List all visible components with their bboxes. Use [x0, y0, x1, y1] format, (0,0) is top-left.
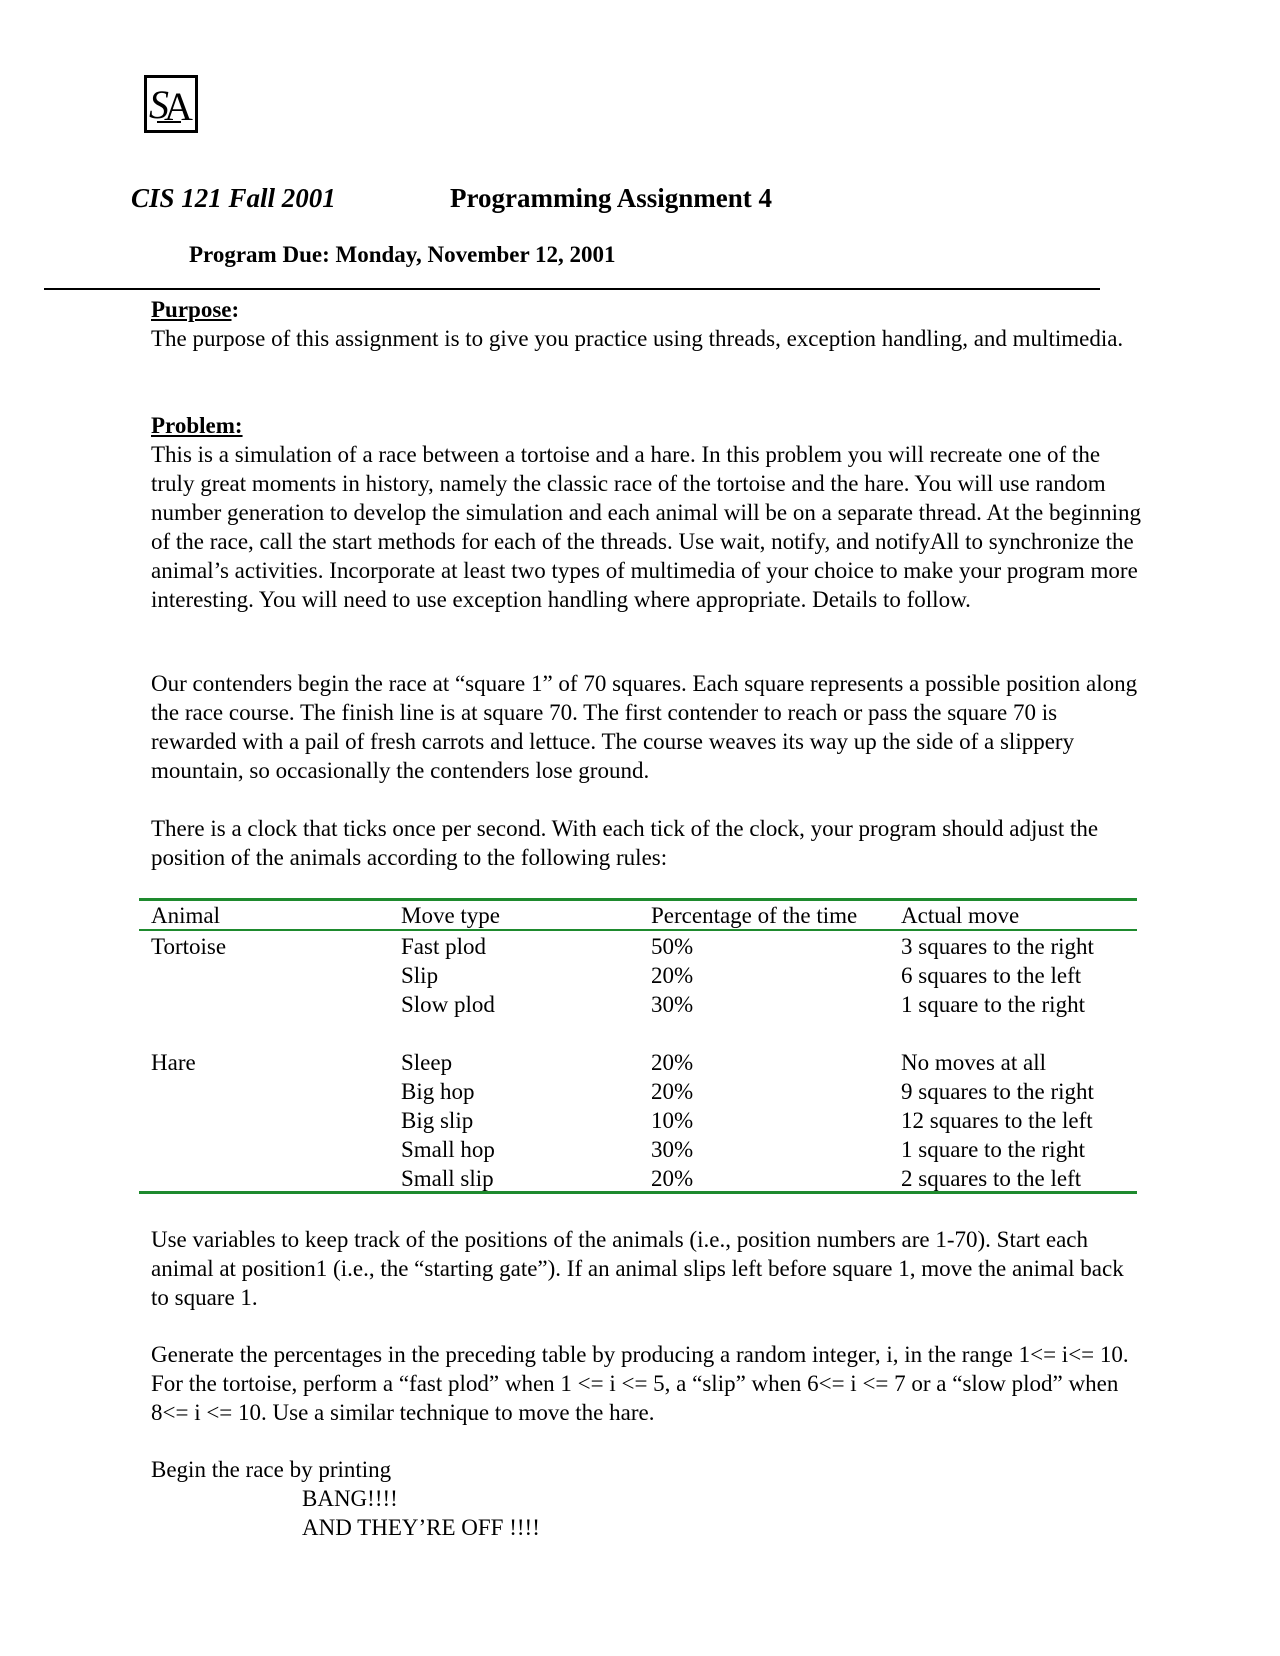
assignment-title: Programming Assignment 4 — [450, 183, 772, 213]
table-cell: 1 square to the right — [901, 1137, 1085, 1162]
table-cell: Sleep — [401, 1050, 453, 1075]
problem-heading: Problem: — [151, 413, 243, 438]
purpose-colon: : — [231, 297, 240, 322]
table-cell: 20% — [651, 963, 694, 988]
clock-paragraph: There is a clock that ticks once per second. With each tick of the clock, your program should adjust the position of the animals according to the following rules: — [151, 816, 1099, 870]
table-cell: No moves at all — [901, 1050, 1046, 1075]
hare-actual-column — [901, 1048, 1094, 1193]
table-cell: 9 squares to the right — [901, 1079, 1094, 1104]
table-cell: 30% — [651, 1137, 694, 1162]
header-divider — [44, 288, 1100, 290]
purpose-heading-row — [151, 295, 1141, 324]
table-header-move-type: Move type — [401, 903, 501, 928]
hare-animal-cell: Hare — [151, 1050, 196, 1075]
table-cell: 6 squares to the left — [901, 963, 1082, 988]
table-cell: 12 squares to the left — [901, 1108, 1093, 1133]
percentages-paragraph: Generate the percentages in the preceding table by producing a random integer, i, in the range 1<= i<= 10. For the tortoise, perform a “fast plod” when 1 <= i <= 5, a “slip” when 6<= i <= 7 or a “slow plod” when 8<= i <= 10. Use a similar technique to move the hare. — [151, 1342, 1129, 1425]
purpose-heading: Purpose — [151, 297, 232, 322]
hare-moves-column — [401, 1048, 495, 1193]
table-bottom-border — [139, 1191, 1137, 1194]
variables-paragraph: Use variables to keep track of the positions of the animals (i.e., position numbers are 1-70). Start each animal at position1 (i.e., the “starting gate”). If an animal slips left before square 1, move the animal back to square 1. — [151, 1227, 1124, 1310]
table-cell: 50% — [651, 934, 694, 959]
table-cell: 30% — [651, 992, 694, 1017]
table-cell: Big hop — [401, 1079, 475, 1104]
table-cell: 1 square to the right — [901, 992, 1085, 1017]
problem-text: This is a simulation of a race between a tortoise and a hare. In this problem you will recreate one of the truly great moments in history, namely the classic race of the tortoise and the hare. You will use random number generation to develop the simulation and each animal will be on a separate thread. At the beginning of the race, call the start methods for each of the threads. Use wait, notify, and notifyAll to synchronize the animal’s activities. Incorporate at least two types of multimedia of your choice to make your program more interesting. You will need to use exception handling where appropriate. Details to follow. — [151, 442, 1141, 612]
tortoise-actual-column — [901, 932, 1094, 1019]
due-date: Program Due: Monday, November 12, 2001 — [189, 242, 616, 267]
sa-monogram-icon — [147, 78, 195, 130]
table-header-animal: Animal — [151, 903, 220, 928]
table-cell: Slip — [401, 963, 439, 988]
bang-line: BANG!!!! — [302, 1486, 398, 1511]
table-cell: 20% — [651, 1050, 694, 1075]
table-header-actual-move: Actual move — [901, 903, 1020, 928]
tortoise-percent-column — [651, 932, 693, 1019]
tortoise-animal-cell: Tortoise — [151, 934, 227, 959]
table-cell: Slow plod — [401, 992, 495, 1017]
begin-race-block — [151, 1455, 1141, 1542]
table-cell: Small slip — [401, 1166, 494, 1191]
table-cell: 3 squares to the right — [901, 934, 1094, 959]
table-cell: Small hop — [401, 1137, 495, 1162]
table-cell: 20% — [651, 1166, 694, 1191]
hare-percent-column — [651, 1048, 693, 1193]
table-cell: 20% — [651, 1079, 694, 1104]
table-cell: 2 squares to the left — [901, 1166, 1082, 1191]
contenders-paragraph: Our contenders begin the race at “square 1” of 70 squares. Each square represents a possible position along the race course. The finish line is at square 70. The first contender to reach or pass the square 70 is rewarded with a pail of fresh carrots and lettuce. The course weaves its way up the side of a slippery mountain, so occasionally the contenders lose ground. — [151, 671, 1138, 783]
purpose-text: The purpose of this assignment is to give you practice using threads, exception handling, and multimedia. — [151, 326, 1124, 351]
begin-race-text: Begin the race by printing — [151, 1457, 392, 1482]
table-cell: 10% — [651, 1108, 694, 1133]
table-header-percentage: Percentage of the time — [651, 903, 858, 928]
table-cell: Big slip — [401, 1108, 474, 1133]
table-cell: Fast plod — [401, 934, 486, 959]
theyre-off-line: AND THEY’RE OFF !!!! — [302, 1515, 540, 1540]
tortoise-moves-column — [401, 932, 495, 1019]
svg-text:S: S — [149, 82, 169, 127]
sa-logo — [144, 75, 198, 133]
svg-text:A: A — [164, 84, 193, 129]
table-header-divider — [139, 929, 1137, 931]
course-title: CIS 121 Fall 2001 — [131, 183, 336, 213]
